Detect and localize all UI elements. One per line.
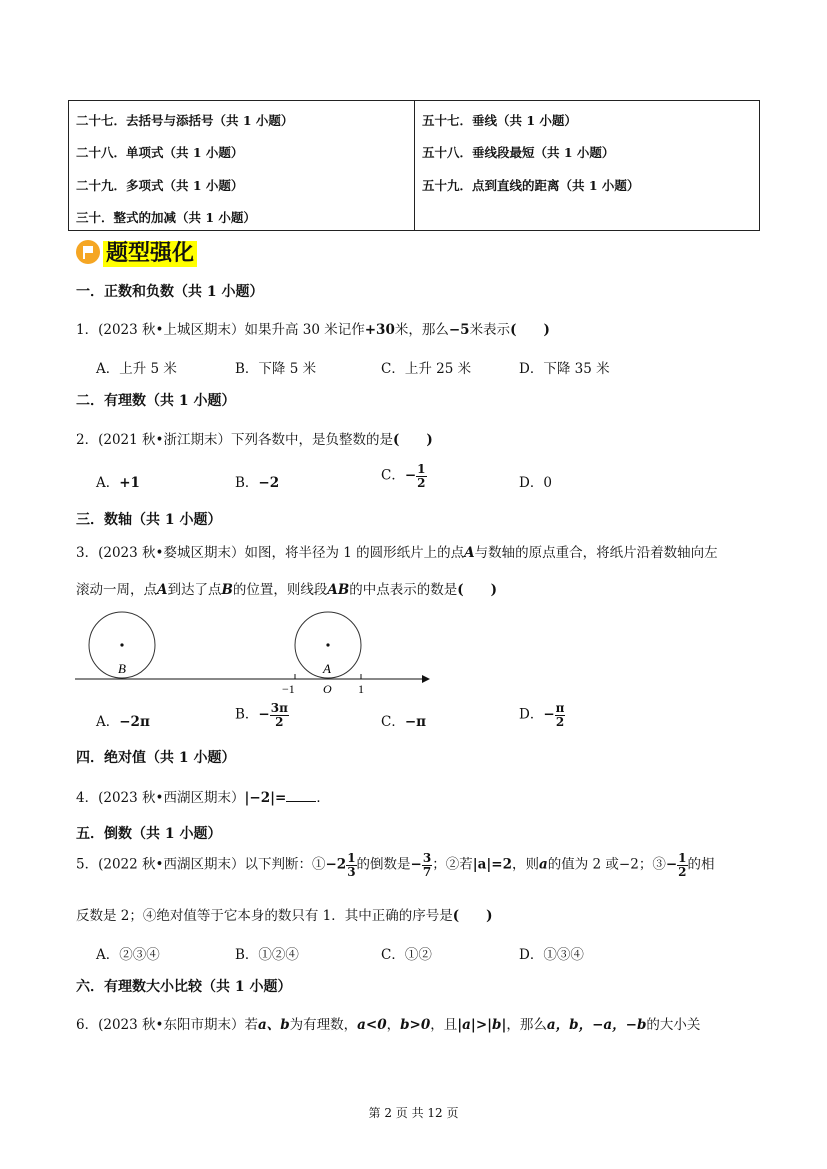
option-d	[519, 471, 552, 491]
option-label: A．	[96, 714, 120, 730]
segment-ab: AB	[327, 582, 350, 598]
answer-blank[interactable]	[286, 789, 316, 802]
option-c: C．上升 25 米	[381, 361, 472, 377]
minus-sign: −	[665, 856, 678, 873]
q6-list: a，b，−a，−b	[546, 1017, 647, 1033]
q6-condition: b>0	[400, 1017, 431, 1033]
tick-label-o: O	[323, 682, 332, 696]
question-5-line2	[76, 904, 493, 924]
option-label: A．	[96, 475, 120, 491]
q5-abs-expression: |a|=2	[472, 856, 512, 873]
q5-text: 的相	[687, 856, 715, 873]
label-a: A	[323, 661, 331, 676]
option-a: A．②③④	[96, 947, 160, 963]
option-d: D．下降 35 米	[519, 361, 610, 377]
section-heading: 三．数轴（共 1 小题）	[76, 512, 222, 528]
q3-text: 到达了点	[167, 582, 222, 598]
toc-left-item: 三十．整式的加减（共 1 小题）	[76, 210, 256, 225]
q1-text-mid: 米，那么	[394, 322, 449, 338]
fraction-numerator: 3	[422, 851, 432, 865]
point-a: A	[157, 582, 168, 598]
answer-paren: ( )	[510, 322, 550, 338]
label-b: B	[118, 661, 126, 676]
q5-text: 的倒数是	[356, 856, 411, 873]
fraction-denominator: 2	[555, 714, 565, 729]
axis-arrow-icon	[422, 675, 430, 683]
toc-table	[68, 100, 760, 231]
fraction-denominator: 3	[347, 864, 356, 879]
option-b	[235, 702, 289, 728]
page-footer: 第 2 页 共 12 页	[368, 1106, 459, 1120]
fraction	[416, 463, 426, 489]
toc-right-item: 五十八．垂线段最短（共 1 小题）	[422, 145, 615, 160]
mixed-number-whole: −2	[325, 856, 347, 873]
fraction-numerator: 1	[678, 851, 687, 865]
option-d	[519, 702, 565, 728]
point-a: A	[464, 545, 475, 561]
circle-center-dot	[120, 643, 123, 646]
q6-text: 为有理数，	[289, 1017, 358, 1033]
q2-text: 2．(2021 秋•浙江期末）下列各数中，是负整数的是	[76, 432, 393, 448]
toc-left-item: 二十七．去括号与添括号（共 1 小题）	[76, 113, 294, 128]
q1-plus30: +30	[364, 322, 395, 338]
option-label: D．	[519, 475, 544, 491]
section-heading: 二．有理数（共 1 小题）	[76, 393, 236, 409]
q1-text: 1．(2023 秋•上城区期末）如果升高 30 米记作	[76, 322, 365, 338]
minus-sign: −	[404, 467, 417, 484]
section-heading: 一．正数和负数（共 1 小题）	[76, 284, 264, 300]
q3-text: 的中点表示的数是	[349, 582, 458, 598]
q5-text: 反数是 2；④绝对值等于它本身的数只有 1．其中正确的序号是	[76, 908, 453, 924]
question-5-line1	[76, 852, 715, 878]
q4-text-suffix: ．	[316, 790, 330, 806]
q3-text: 滚动一周，点	[76, 582, 157, 598]
minus-sign: −	[410, 856, 422, 873]
point-b: B	[221, 582, 233, 598]
question-4	[76, 786, 330, 806]
answer-paren: ( )	[392, 432, 433, 448]
q5-text: 5．(2022 秋•西湖区期末）以下判断：①	[76, 856, 326, 873]
section-heading: 六．有理数大小比较（共 1 小题）	[76, 979, 292, 995]
question-6	[76, 1013, 700, 1033]
flag-icon	[76, 240, 100, 264]
q3-text: 的位置，则线段	[232, 582, 328, 598]
q6-text: 6．(2023 秋•东阳市期末）若	[76, 1017, 258, 1033]
tick-label-neg1: −1	[282, 682, 295, 696]
fraction-denominator: 2	[417, 475, 426, 490]
fraction-denominator: 2	[275, 714, 284, 729]
option-value: −2	[258, 475, 280, 491]
option-b: B．下降 5 米	[235, 361, 317, 377]
option-c: C．①②	[381, 947, 432, 963]
toc-left-item: 二十八．单项式（共 1 小题）	[76, 145, 244, 160]
q5-text: ，则	[512, 856, 539, 873]
q1-text-suffix: 米表示	[469, 322, 511, 338]
fraction	[677, 852, 687, 878]
circle-center-dot	[326, 643, 329, 646]
fraction-numerator: π	[555, 701, 565, 715]
fraction	[422, 852, 432, 878]
option-label: B．	[235, 706, 259, 723]
option-value: 0	[543, 475, 552, 491]
variable-a: a	[539, 856, 548, 873]
option-a	[96, 471, 140, 491]
option-value: −π	[404, 714, 427, 730]
q6-text: ，那么	[506, 1017, 547, 1033]
section-heading: 五．倒数（共 1 小题）	[76, 826, 222, 842]
question-3-line2	[76, 578, 497, 598]
q5-text: ；②若	[432, 856, 473, 873]
option-value: −2π	[119, 714, 150, 730]
q5-neg2: −2	[618, 856, 639, 873]
option-a	[96, 710, 150, 730]
q4-expression: |−2|=	[244, 790, 287, 806]
section-heading: 四．绝对值（共 1 小题）	[76, 750, 236, 766]
table-divider	[414, 101, 415, 230]
q6-condition: a<0	[357, 1017, 387, 1033]
option-b: B．①②④	[235, 947, 299, 963]
option-a: A．上升 5 米	[96, 361, 177, 377]
tick-label-1: 1	[358, 682, 364, 696]
q6-text: ，	[386, 1017, 401, 1033]
q6-text: 的大小关	[646, 1017, 701, 1033]
fraction	[555, 702, 566, 728]
fraction-denominator: 2	[678, 864, 687, 879]
banner-title: 题型强化	[103, 241, 197, 267]
answer-paren: ( )	[457, 582, 498, 598]
option-b	[235, 471, 279, 491]
toc-right-item: 五十七．垂线（共 1 小题）	[422, 113, 577, 128]
option-d: D．①③④	[519, 947, 584, 963]
option-label: C．	[381, 714, 405, 730]
option-label: B．	[235, 475, 259, 491]
option-label: C．	[381, 467, 405, 484]
question-3-line1	[76, 541, 718, 561]
option-label: D．	[519, 706, 544, 723]
toc-right-item: 五十九．点到直线的距离（共 1 小题）	[422, 178, 640, 193]
number-line-figure	[70, 605, 440, 700]
minus-sign: −	[258, 706, 270, 723]
fraction-numerator: 3π	[270, 701, 288, 715]
minus-sign: −	[543, 706, 555, 723]
fraction-numerator: 1	[417, 462, 426, 476]
q6-text: ，且	[430, 1017, 458, 1033]
fraction	[270, 702, 289, 728]
q4-text: 4．(2023 秋•西湖区期末）	[76, 790, 245, 806]
option-c	[381, 710, 426, 730]
q3-text: 3．(2023 秋•婺城区期末）如图，将半径为 1 的圆形纸片上的点	[76, 545, 465, 561]
q3-text: 与数轴的原点重合，将纸片沿着数轴向左	[474, 545, 718, 561]
q6-variables: a、b	[257, 1017, 290, 1033]
fraction-denominator: 7	[422, 864, 432, 879]
q1-neg5: −5	[448, 322, 470, 338]
option-value: +1	[119, 475, 140, 491]
question-1	[76, 318, 550, 338]
q5-text: ；③	[638, 856, 666, 873]
question-2	[76, 428, 433, 448]
answer-paren: ( )	[452, 908, 493, 924]
fraction-numerator: 1	[347, 851, 356, 865]
toc-left-item: 二十九．多项式（共 1 小题）	[76, 178, 244, 193]
fraction	[346, 852, 356, 878]
q5-text: 的值为 2 或	[547, 856, 619, 873]
q6-condition: |a|>|b|	[457, 1017, 507, 1033]
option-c	[381, 463, 427, 489]
